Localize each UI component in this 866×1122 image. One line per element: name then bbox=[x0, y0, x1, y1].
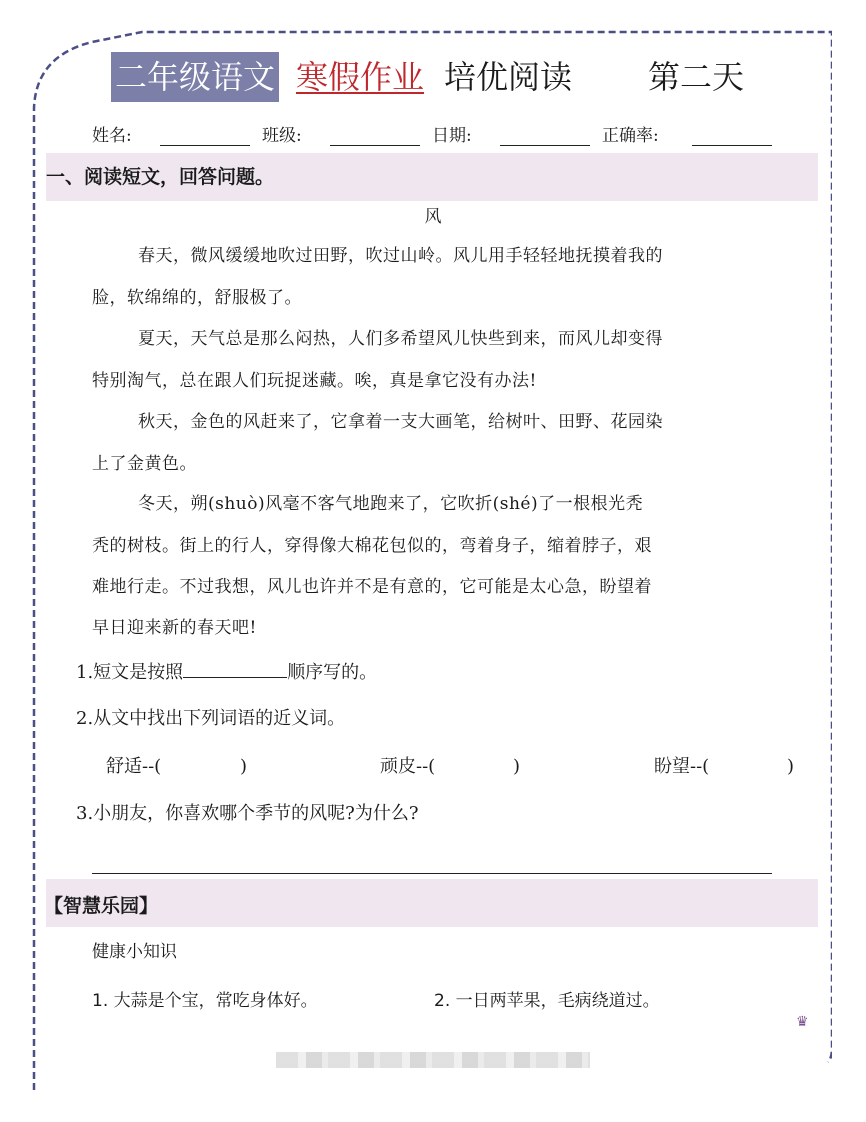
crown-decoration-icon: ♛ bbox=[796, 1014, 809, 1030]
title-homework: 寒假作业 bbox=[296, 58, 425, 96]
passage-line: 上了金黄色。 bbox=[92, 454, 197, 474]
synonym-word: 盼望--( bbox=[654, 756, 710, 777]
question-3: 3.小朋友，你喜欢哪个季节的风呢?为什么? bbox=[76, 803, 419, 824]
answer-line[interactable] bbox=[92, 873, 772, 874]
question-2: 2.从文中找出下列词语的近义词。 bbox=[76, 708, 346, 729]
accuracy-blank[interactable] bbox=[692, 145, 772, 146]
synonym-word: 舒适--( bbox=[106, 756, 162, 777]
passage-line: 夏天，天气总是那么闷热，人们多希望风儿快些到来，而风儿却变得 bbox=[138, 329, 663, 349]
question-1-blank[interactable] bbox=[183, 659, 287, 678]
passage-line: 冬天，朔(shuò)风毫不客气地跑来了，它吹折(shé)了一根根光秃 bbox=[138, 494, 644, 514]
synonym-word: 顽皮--( bbox=[380, 756, 436, 777]
passage-line: 特别淘气，总在跟人们玩捉迷藏。唉，真是拿它没有办法! bbox=[92, 371, 537, 391]
synonym-close-paren: ) bbox=[240, 756, 248, 777]
passage-line: 秃的树枝。街上的行人，穿得像大棉花包似的，弯着身子，缩着脖子，艰 bbox=[92, 536, 652, 556]
passage-line: 秋天，金色的风赶来了，它拿着一支大画笔，给树叶、田野、花园染 bbox=[138, 412, 663, 432]
accuracy-label: 正确率: bbox=[602, 126, 659, 146]
question-1 bbox=[76, 659, 377, 686]
title-day: 第二天 bbox=[648, 58, 745, 96]
name-blank[interactable] bbox=[160, 145, 250, 146]
passage-title: 风 bbox=[424, 207, 442, 227]
passage-line: 脸，软绵绵的，舒服极了。 bbox=[92, 288, 302, 308]
date-blank[interactable] bbox=[500, 145, 590, 146]
class-label: 班级: bbox=[262, 126, 302, 146]
synonym-close-paren: ) bbox=[787, 756, 795, 777]
health-tip-2: 2. 一日两苹果，毛病绕道过。 bbox=[434, 991, 660, 1011]
health-tip-1: 1. 大蒜是个宝，常吃身体好。 bbox=[92, 991, 318, 1011]
name-label: 姓名: bbox=[92, 126, 132, 146]
class-blank[interactable] bbox=[330, 145, 420, 146]
section1-heading: 一、阅读短文，回答问题。 bbox=[46, 166, 275, 188]
passage-line: 难地行走。不过我想，风儿也许并不是有意的，它可能是太心急，盼望着 bbox=[92, 577, 652, 597]
date-label: 日期: bbox=[432, 126, 472, 146]
blurred-footer-watermark bbox=[276, 1052, 590, 1068]
section2-subtitle: 健康小知识 bbox=[92, 942, 177, 962]
section2-header-band bbox=[46, 879, 818, 927]
section2-heading: 【智慧乐园】 bbox=[44, 895, 159, 917]
passage-line: 春天，微风缓缓地吹过田野，吹过山岭。风儿用手轻轻地抚摸着我的 bbox=[138, 246, 663, 266]
title-reading: 培优阅读 bbox=[444, 58, 573, 96]
question-1-suffix: 顺序写的。 bbox=[287, 662, 378, 683]
title-grade-subject: 二年级语文 bbox=[111, 52, 279, 102]
passage-line: 早日迎来新的春天吧! bbox=[92, 618, 257, 638]
question-1-text: 1.短文是按照 bbox=[76, 662, 184, 683]
synonym-close-paren: ) bbox=[513, 756, 521, 777]
page-title bbox=[0, 52, 866, 102]
